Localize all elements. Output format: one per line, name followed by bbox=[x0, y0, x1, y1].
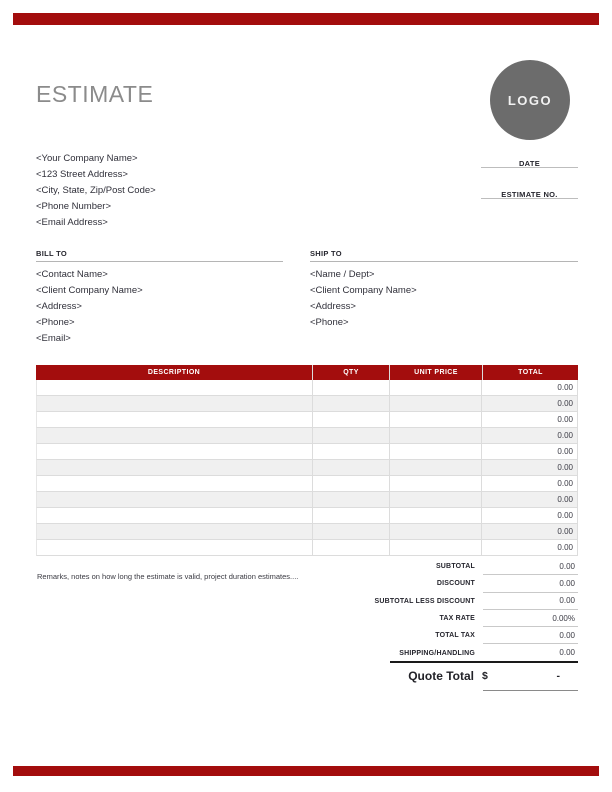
table-row bbox=[36, 476, 578, 492]
item-unit-price-cell[interactable] bbox=[390, 492, 483, 507]
item-description-cell[interactable] bbox=[37, 380, 313, 395]
item-qty-cell[interactable] bbox=[313, 428, 390, 443]
header-total: TOTAL bbox=[518, 369, 543, 376]
item-qty-cell[interactable] bbox=[313, 492, 390, 507]
quote-total-underline bbox=[483, 690, 578, 691]
ship-to-header: SHIP TO bbox=[310, 249, 578, 262]
logo-circle bbox=[490, 60, 570, 140]
item-description-cell[interactable] bbox=[37, 476, 313, 491]
totals-label: TOTAL TAX bbox=[435, 632, 475, 640]
item-qty-cell[interactable] bbox=[313, 524, 390, 539]
item-qty-cell[interactable] bbox=[313, 540, 390, 555]
company-info bbox=[36, 151, 156, 231]
item-description-cell[interactable] bbox=[37, 428, 313, 443]
totals-row bbox=[313, 558, 578, 575]
totals-value: 0.00 bbox=[483, 558, 578, 575]
table-row bbox=[36, 540, 578, 556]
item-unit-price-cell[interactable] bbox=[390, 412, 483, 427]
date-label: DATE bbox=[518, 159, 541, 168]
item-unit-price-cell[interactable] bbox=[390, 460, 483, 475]
item-qty-cell[interactable] bbox=[313, 508, 390, 523]
table-row bbox=[36, 444, 578, 460]
item-unit-price-cell[interactable] bbox=[390, 524, 483, 539]
ship-company-name: <Client Company Name> bbox=[310, 285, 417, 296]
totals-row bbox=[313, 644, 578, 661]
item-total-cell: 0.00 bbox=[557, 511, 573, 520]
totals-label: SHIPPING/HANDLING bbox=[399, 649, 475, 657]
item-description-cell[interactable] bbox=[37, 396, 313, 411]
table-row bbox=[36, 396, 578, 412]
item-total-cell: 0.00 bbox=[557, 431, 573, 440]
totals-value: 0.00 bbox=[483, 627, 578, 644]
totals-value: 0.00 bbox=[483, 644, 578, 661]
company-email: <Email Address> bbox=[36, 217, 108, 228]
bill-phone: <Phone> bbox=[36, 317, 75, 328]
table-row bbox=[36, 380, 578, 396]
totals-value: 0.00% bbox=[483, 610, 578, 627]
item-unit-price-cell[interactable] bbox=[390, 476, 483, 491]
item-total-cell: 0.00 bbox=[557, 383, 573, 392]
item-total-cell: 0.00 bbox=[557, 399, 573, 408]
totals-label: SUBTOTAL LESS DISCOUNT bbox=[374, 597, 475, 605]
item-qty-cell[interactable] bbox=[313, 412, 390, 427]
currency-symbol: $ bbox=[482, 670, 488, 682]
company-city: <City, State, Zip/Post Code> bbox=[36, 185, 156, 196]
ship-address: <Address> bbox=[310, 301, 356, 312]
bill-company-name: <Client Company Name> bbox=[36, 285, 143, 296]
estimate-no-label: ESTIMATE NO. bbox=[501, 190, 558, 199]
bill-to-lines bbox=[36, 267, 143, 347]
item-description-cell[interactable] bbox=[37, 412, 313, 427]
totals-value: 0.00 bbox=[483, 575, 578, 592]
item-qty-cell[interactable] bbox=[313, 476, 390, 491]
item-unit-price-cell[interactable] bbox=[390, 396, 483, 411]
items-table-header bbox=[36, 365, 578, 380]
bill-email: <Email> bbox=[36, 333, 71, 344]
item-unit-price-cell[interactable] bbox=[390, 444, 483, 459]
totals-row bbox=[313, 593, 578, 610]
ship-name-dept: <Name / Dept> bbox=[310, 269, 375, 280]
bill-address: <Address> bbox=[36, 301, 82, 312]
item-description-cell[interactable] bbox=[37, 492, 313, 507]
bill-contact-name: <Contact Name> bbox=[36, 269, 108, 280]
item-description-cell[interactable] bbox=[37, 508, 313, 523]
quote-total-top-rule bbox=[390, 661, 578, 663]
item-total-cell: 0.00 bbox=[557, 479, 573, 488]
header-qty: QTY bbox=[313, 365, 390, 380]
totals-rows bbox=[313, 558, 578, 662]
item-qty-cell[interactable] bbox=[313, 444, 390, 459]
totals-row bbox=[313, 627, 578, 644]
item-description-cell[interactable] bbox=[37, 460, 313, 475]
bottom-accent-bar bbox=[13, 766, 599, 776]
item-total-cell: 0.00 bbox=[557, 495, 573, 504]
table-row bbox=[36, 460, 578, 476]
item-total-cell: 0.00 bbox=[557, 447, 573, 456]
quote-total-value: - bbox=[556, 670, 560, 682]
items-table bbox=[36, 365, 578, 556]
item-description-cell[interactable] bbox=[37, 524, 313, 539]
item-unit-price-cell[interactable] bbox=[390, 428, 483, 443]
remarks-text: Remarks, notes on how long the estimate is valid, project duration estimates.... bbox=[37, 572, 299, 581]
item-qty-cell[interactable] bbox=[313, 380, 390, 395]
header-description: DESCRIPTION bbox=[36, 365, 313, 380]
totals-row bbox=[313, 610, 578, 627]
item-qty-cell[interactable] bbox=[313, 396, 390, 411]
quote-total-label: Quote Total bbox=[408, 669, 474, 683]
item-qty-cell[interactable] bbox=[313, 460, 390, 475]
company-name: <Your Company Name> bbox=[36, 153, 138, 164]
items-body bbox=[36, 380, 578, 556]
item-unit-price-cell[interactable] bbox=[390, 508, 483, 523]
item-description-cell[interactable] bbox=[37, 540, 313, 555]
ship-phone: <Phone> bbox=[310, 317, 349, 328]
top-accent-bar bbox=[13, 13, 599, 25]
date-field[interactable] bbox=[481, 153, 578, 168]
estimate-no-field[interactable] bbox=[481, 184, 578, 199]
table-row bbox=[36, 508, 578, 524]
item-total-cell: 0.00 bbox=[557, 543, 573, 552]
totals-label: DISCOUNT bbox=[436, 580, 475, 588]
table-row bbox=[36, 428, 578, 444]
bill-to-header: BILL TO bbox=[36, 249, 283, 262]
item-unit-price-cell[interactable] bbox=[390, 380, 483, 395]
quote-total-row bbox=[300, 665, 578, 687]
table-row bbox=[36, 492, 578, 508]
totals-row bbox=[313, 575, 578, 592]
table-row bbox=[36, 412, 578, 428]
item-total-cell: 0.00 bbox=[557, 463, 573, 472]
item-total-cell: 0.00 bbox=[557, 527, 573, 536]
item-total-cell: 0.00 bbox=[557, 415, 573, 424]
table-row bbox=[36, 524, 578, 540]
totals-value: 0.00 bbox=[483, 593, 578, 610]
item-description-cell[interactable] bbox=[37, 444, 313, 459]
ship-to-lines bbox=[310, 267, 417, 331]
company-phone: <Phone Number> bbox=[36, 201, 111, 212]
page-title: ESTIMATE bbox=[36, 81, 154, 107]
totals-label: TAX RATE bbox=[439, 615, 475, 623]
logo-text: LOGO bbox=[507, 92, 553, 108]
item-unit-price-cell[interactable] bbox=[390, 540, 483, 555]
company-street: <123 Street Address> bbox=[36, 169, 128, 180]
header-unit-price: UNIT PRICE bbox=[390, 365, 483, 380]
totals-label: SUBTOTAL bbox=[435, 563, 475, 571]
